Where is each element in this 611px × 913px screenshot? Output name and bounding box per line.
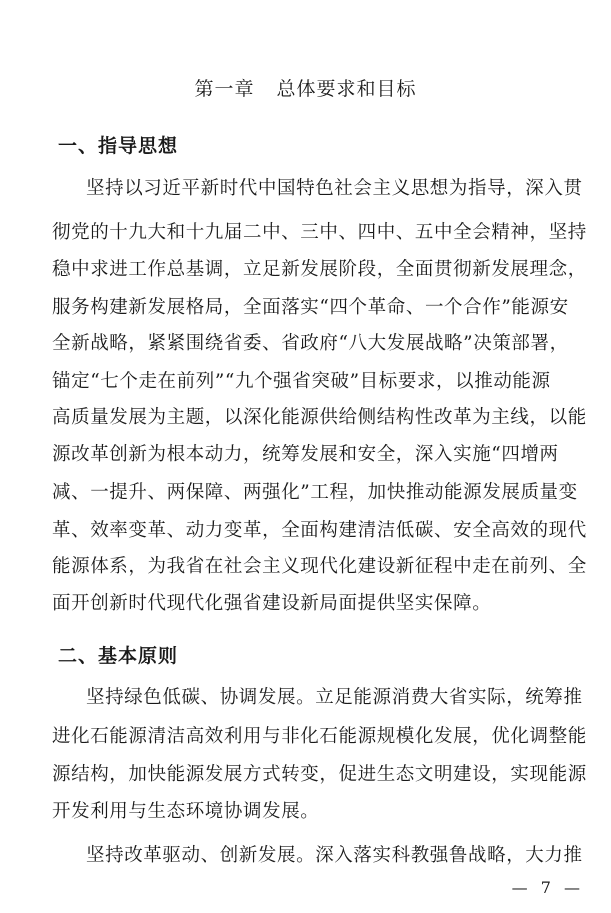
section-heading-basic-principles: 二、基本原则 [58,645,179,667]
paragraph-line: 稳中求进工作总基调，立足新发展阶段，全面贯彻新发展理念， [52,259,587,280]
chapter-number: 第一章 [194,78,255,100]
paragraph-line: 减、一提升、两保障、两强化”工程，加快推动能源发展质量变 [52,482,578,503]
paragraph-line: 进化石能源清洁高效利用与非化石能源规模化发展，优化调整能 [52,726,587,747]
chapter-name: 总体要求和目标 [276,78,417,100]
paragraph-line: 高质量发展为主题，以深化能源供给侧结构性改革为主线，以能 [52,407,587,428]
paragraph-line: 开发利用与生态环境协调发展。 [52,801,320,822]
section-heading-guiding-ideology: 一、指导思想 [58,135,179,157]
paragraph-line: 面开创新时代现代化强省建设新局面提供坚实保障。 [52,593,492,614]
paragraph-line: 彻党的十九大和十九届二中、三中、四中、五中全会精神，坚持 [52,222,587,243]
paragraph-line: 坚持改革驱动、创新发展。深入落实科教强鲁战略，大力推 [86,845,583,866]
paragraph-line: 坚持绿色低碳、协调发展。立足能源消费大省实际，统筹推 [86,687,583,708]
paragraph-line: 坚持以习近平新时代中国特色社会主义思想为指导，深入贯 [86,178,583,199]
paragraph-line: 源改革创新为根本动力，统筹发展和安全，深入实施“四增两 [52,444,559,465]
paragraph-line: 服务构建新发展格局，全面落实“四个革命、一个合作”能源安 [52,297,569,318]
paragraph-line: 锚定“七个走在前列”“九个强省突破”目标要求，以推动能源 [52,371,551,392]
paragraph-line: 源结构，加快能源发展方式转变，促进生态文明建设，实现能源 [52,764,587,785]
paragraph-line: 革、效率变革、动力变革，全面构建清洁低碳、安全高效的现代 [52,520,587,541]
paragraph-line: 能源体系，为我省在社会主义现代化建设新征程中走在前列、全 [52,556,587,577]
page-number: — 7 — [511,878,584,897]
paragraph-line: 全新战略，紧紧围绕省委、省政府“八大发展战略”决策部署， [52,333,569,354]
chapter-title [0,74,611,101]
